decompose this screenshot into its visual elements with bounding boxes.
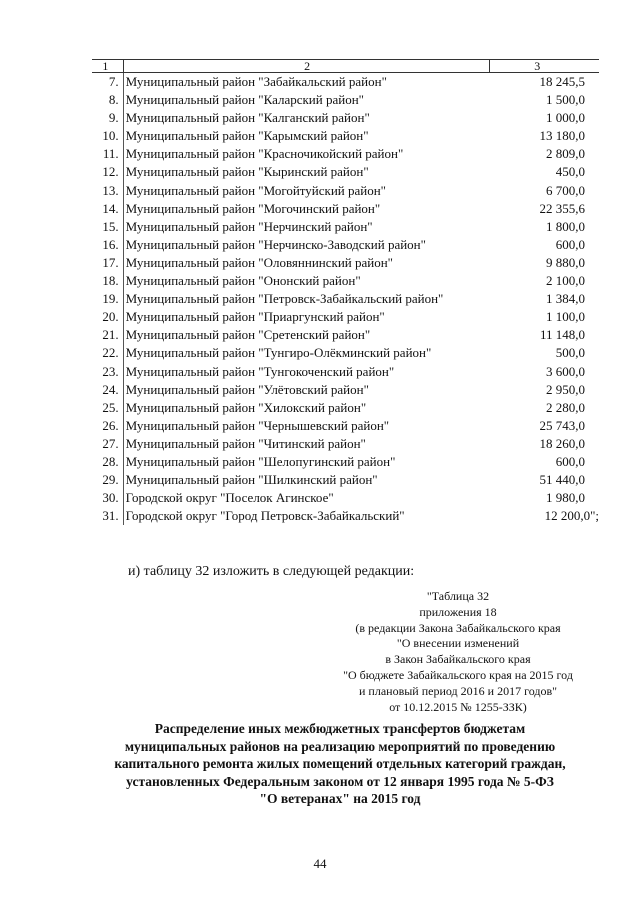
- row-number: 27.: [102, 435, 119, 451]
- table-row: [92, 417, 599, 435]
- district-name: Муниципальный район "Могойтуйский район": [123, 182, 489, 200]
- table-body: [92, 60, 599, 526]
- header-cell-2: 2: [123, 60, 489, 73]
- district-name: Муниципальный район "Чернышевский район": [123, 417, 489, 435]
- instruction-text: и) таблицу 32 изложить в следующей редакции:: [128, 564, 415, 579]
- table-row: [92, 236, 599, 254]
- transfer-amount: 450,0: [555, 164, 585, 180]
- row-number: 26.: [102, 417, 119, 433]
- transfer-amount: 1 800,0: [546, 218, 585, 234]
- table-note-line: "О бюджете Забайкальского края на 2015 год: [343, 667, 573, 682]
- district-name: Муниципальный район "Хилокский район": [123, 399, 489, 417]
- table-row: [92, 91, 599, 109]
- row-number: 21.: [102, 327, 119, 343]
- header-cell-3: 3: [489, 60, 599, 73]
- row-number: 17.: [102, 254, 119, 270]
- district-name: Муниципальный район "Карымский район": [123, 127, 489, 145]
- table-row: [92, 489, 599, 507]
- table-row: [92, 507, 599, 525]
- table-row: [92, 290, 599, 308]
- transfer-amount: 2 809,0: [546, 146, 585, 162]
- table-row: [92, 73, 599, 92]
- transfer-amount: 2 950,0: [546, 381, 585, 397]
- transfer-amount: 13 180,0: [539, 128, 585, 144]
- transfer-amount: 12 200,0";: [544, 508, 599, 524]
- table-row: [92, 109, 599, 127]
- district-name: Муниципальный район "Нерчинский район": [123, 218, 489, 236]
- row-number: 20.: [102, 309, 119, 325]
- district-name: Муниципальный район "Кыринский район": [123, 163, 489, 181]
- transfer-amount: 18 245,5: [539, 74, 585, 89]
- transfer-amount: 600,0: [555, 453, 585, 469]
- row-number: 13.: [102, 182, 119, 198]
- table-row: [92, 363, 599, 381]
- row-number: 29.: [102, 472, 119, 488]
- page-number: 44: [313, 856, 327, 871]
- transfer-amount: 1 384,0: [546, 291, 585, 307]
- transfer-amount: 9 880,0: [546, 254, 585, 270]
- district-name: Муниципальный район "Сретенский район": [123, 326, 489, 344]
- table-row: [92, 127, 599, 145]
- row-number: 14.: [102, 200, 119, 216]
- table-note-line: "О внесении изменений: [396, 636, 520, 651]
- district-name: Муниципальный район "Оловяннинский район": [123, 254, 489, 272]
- heading-line: капитального ремонта жилых помещений отдельных категорий граждан,: [114, 756, 566, 771]
- header-cell-1: 1: [92, 60, 123, 73]
- table-row: [92, 471, 599, 489]
- table-row: [92, 182, 599, 200]
- district-name: Муниципальный район "Петровск-Забайкальский район": [123, 290, 489, 308]
- transfer-amount: 1 100,0: [546, 309, 585, 325]
- table-row: [92, 453, 599, 471]
- district-name: Муниципальный район "Красночикойский район": [123, 145, 489, 163]
- row-number: 22.: [102, 345, 119, 361]
- table-row: [92, 254, 599, 272]
- district-name: Муниципальный район "Шилкинский район": [123, 471, 489, 489]
- heading-line: муниципальных районов на реализацию мероприятий по проведению: [124, 738, 556, 754]
- table-row: [92, 163, 599, 181]
- transfer-amount: 6 700,0: [546, 182, 585, 198]
- heading-line: установленных Федеральным законом от 12 января 1995 года № 5-ФЗ: [126, 773, 554, 789]
- transfer-amount: 22 355,6: [539, 200, 585, 216]
- table-row: [92, 200, 599, 218]
- row-number: 15.: [102, 218, 119, 234]
- district-name: Муниципальный район "Тунгокоченский район": [123, 363, 489, 381]
- transfer-amount: 500,0: [555, 345, 585, 361]
- budget-table: [92, 59, 599, 525]
- district-name: Муниципальный район "Шелопугинский район": [123, 453, 489, 471]
- table-row: [92, 145, 599, 163]
- table-row: [92, 272, 599, 290]
- row-number: 31.: [102, 508, 119, 524]
- heading-line: Распределение иных межбюджетных трансфертов бюджетам: [154, 721, 526, 736]
- row-number: 19.: [102, 291, 119, 307]
- district-name: Муниципальный район "Улётовский район": [123, 381, 489, 399]
- transfer-amount: 1 980,0: [546, 490, 585, 506]
- district-name: Муниципальный район "Нерчинско-Заводский район": [123, 236, 489, 254]
- transfer-amount: 2 280,0: [546, 399, 585, 415]
- row-number: 8.: [108, 92, 119, 108]
- table-note-line: "Таблица 32: [426, 589, 490, 603]
- row-number: 10.: [102, 128, 119, 144]
- transfer-amount: 11 148,0: [539, 327, 585, 343]
- district-name: Муниципальный район "Забайкальский район": [123, 73, 489, 92]
- table-row: [92, 308, 599, 326]
- table-note: [328, 589, 588, 715]
- heading-line: "О ветеранах" на 2015 год: [259, 791, 421, 806]
- row-number: 18.: [102, 273, 119, 289]
- district-name: Муниципальный район "Читинский район": [123, 435, 489, 453]
- district-name: Муниципальный район "Могочинский район": [123, 200, 489, 218]
- transfer-amount: 25 743,0: [539, 417, 585, 433]
- table-row: [92, 326, 599, 344]
- row-number: 12.: [102, 164, 119, 180]
- district-name: Муниципальный район "Каларский район": [123, 91, 489, 109]
- table-row: [92, 381, 599, 399]
- district-name: Муниципальный район "Ононский район": [123, 272, 489, 290]
- row-number: 16.: [102, 236, 119, 252]
- row-number: 24.: [102, 381, 119, 397]
- row-number: 9.: [108, 110, 119, 126]
- district-name: Городской округ "Поселок Агинское": [123, 489, 489, 507]
- row-number: 23.: [102, 363, 119, 379]
- table-note-line: в Закон Забайкальского края: [385, 652, 531, 667]
- district-name: Городской округ "Город Петровск-Забайкальский": [123, 507, 489, 525]
- table-row: [92, 435, 599, 453]
- district-name: Муниципальный район "Калганский район": [123, 109, 489, 127]
- table-note-line: приложения 18: [419, 604, 497, 619]
- transfer-amount: 2 100,0: [546, 273, 585, 289]
- table-note-line: (в редакции Закона Забайкальского края: [355, 620, 561, 635]
- document-heading: [110, 720, 570, 808]
- table-row: [92, 218, 599, 236]
- row-number: 28.: [102, 453, 119, 469]
- row-number: 25.: [102, 399, 119, 415]
- transfer-amount: 1 000,0: [546, 110, 585, 126]
- table-note-line: и плановый период 2016 и 2017 годов": [358, 683, 558, 698]
- table-note-line: от 10.12.2015 № 1255-ЗЗК): [389, 699, 527, 714]
- table-row: [92, 399, 599, 417]
- table-header-row: [92, 60, 599, 73]
- row-number: 7.: [108, 74, 119, 89]
- transfer-amount: 18 260,0: [539, 435, 585, 451]
- transfer-amount: 3 600,0: [546, 363, 585, 379]
- transfer-amount: 600,0: [555, 236, 585, 252]
- row-number: 11.: [102, 146, 119, 162]
- district-name: Муниципальный район "Приаргунский район": [123, 308, 489, 326]
- district-name: Муниципальный район "Тунгиро-Олёкминский район": [123, 344, 489, 362]
- row-number: 30.: [102, 490, 119, 506]
- transfer-amount: 1 500,0: [546, 92, 585, 108]
- table-row: [92, 344, 599, 362]
- transfer-amount: 51 440,0: [539, 472, 585, 488]
